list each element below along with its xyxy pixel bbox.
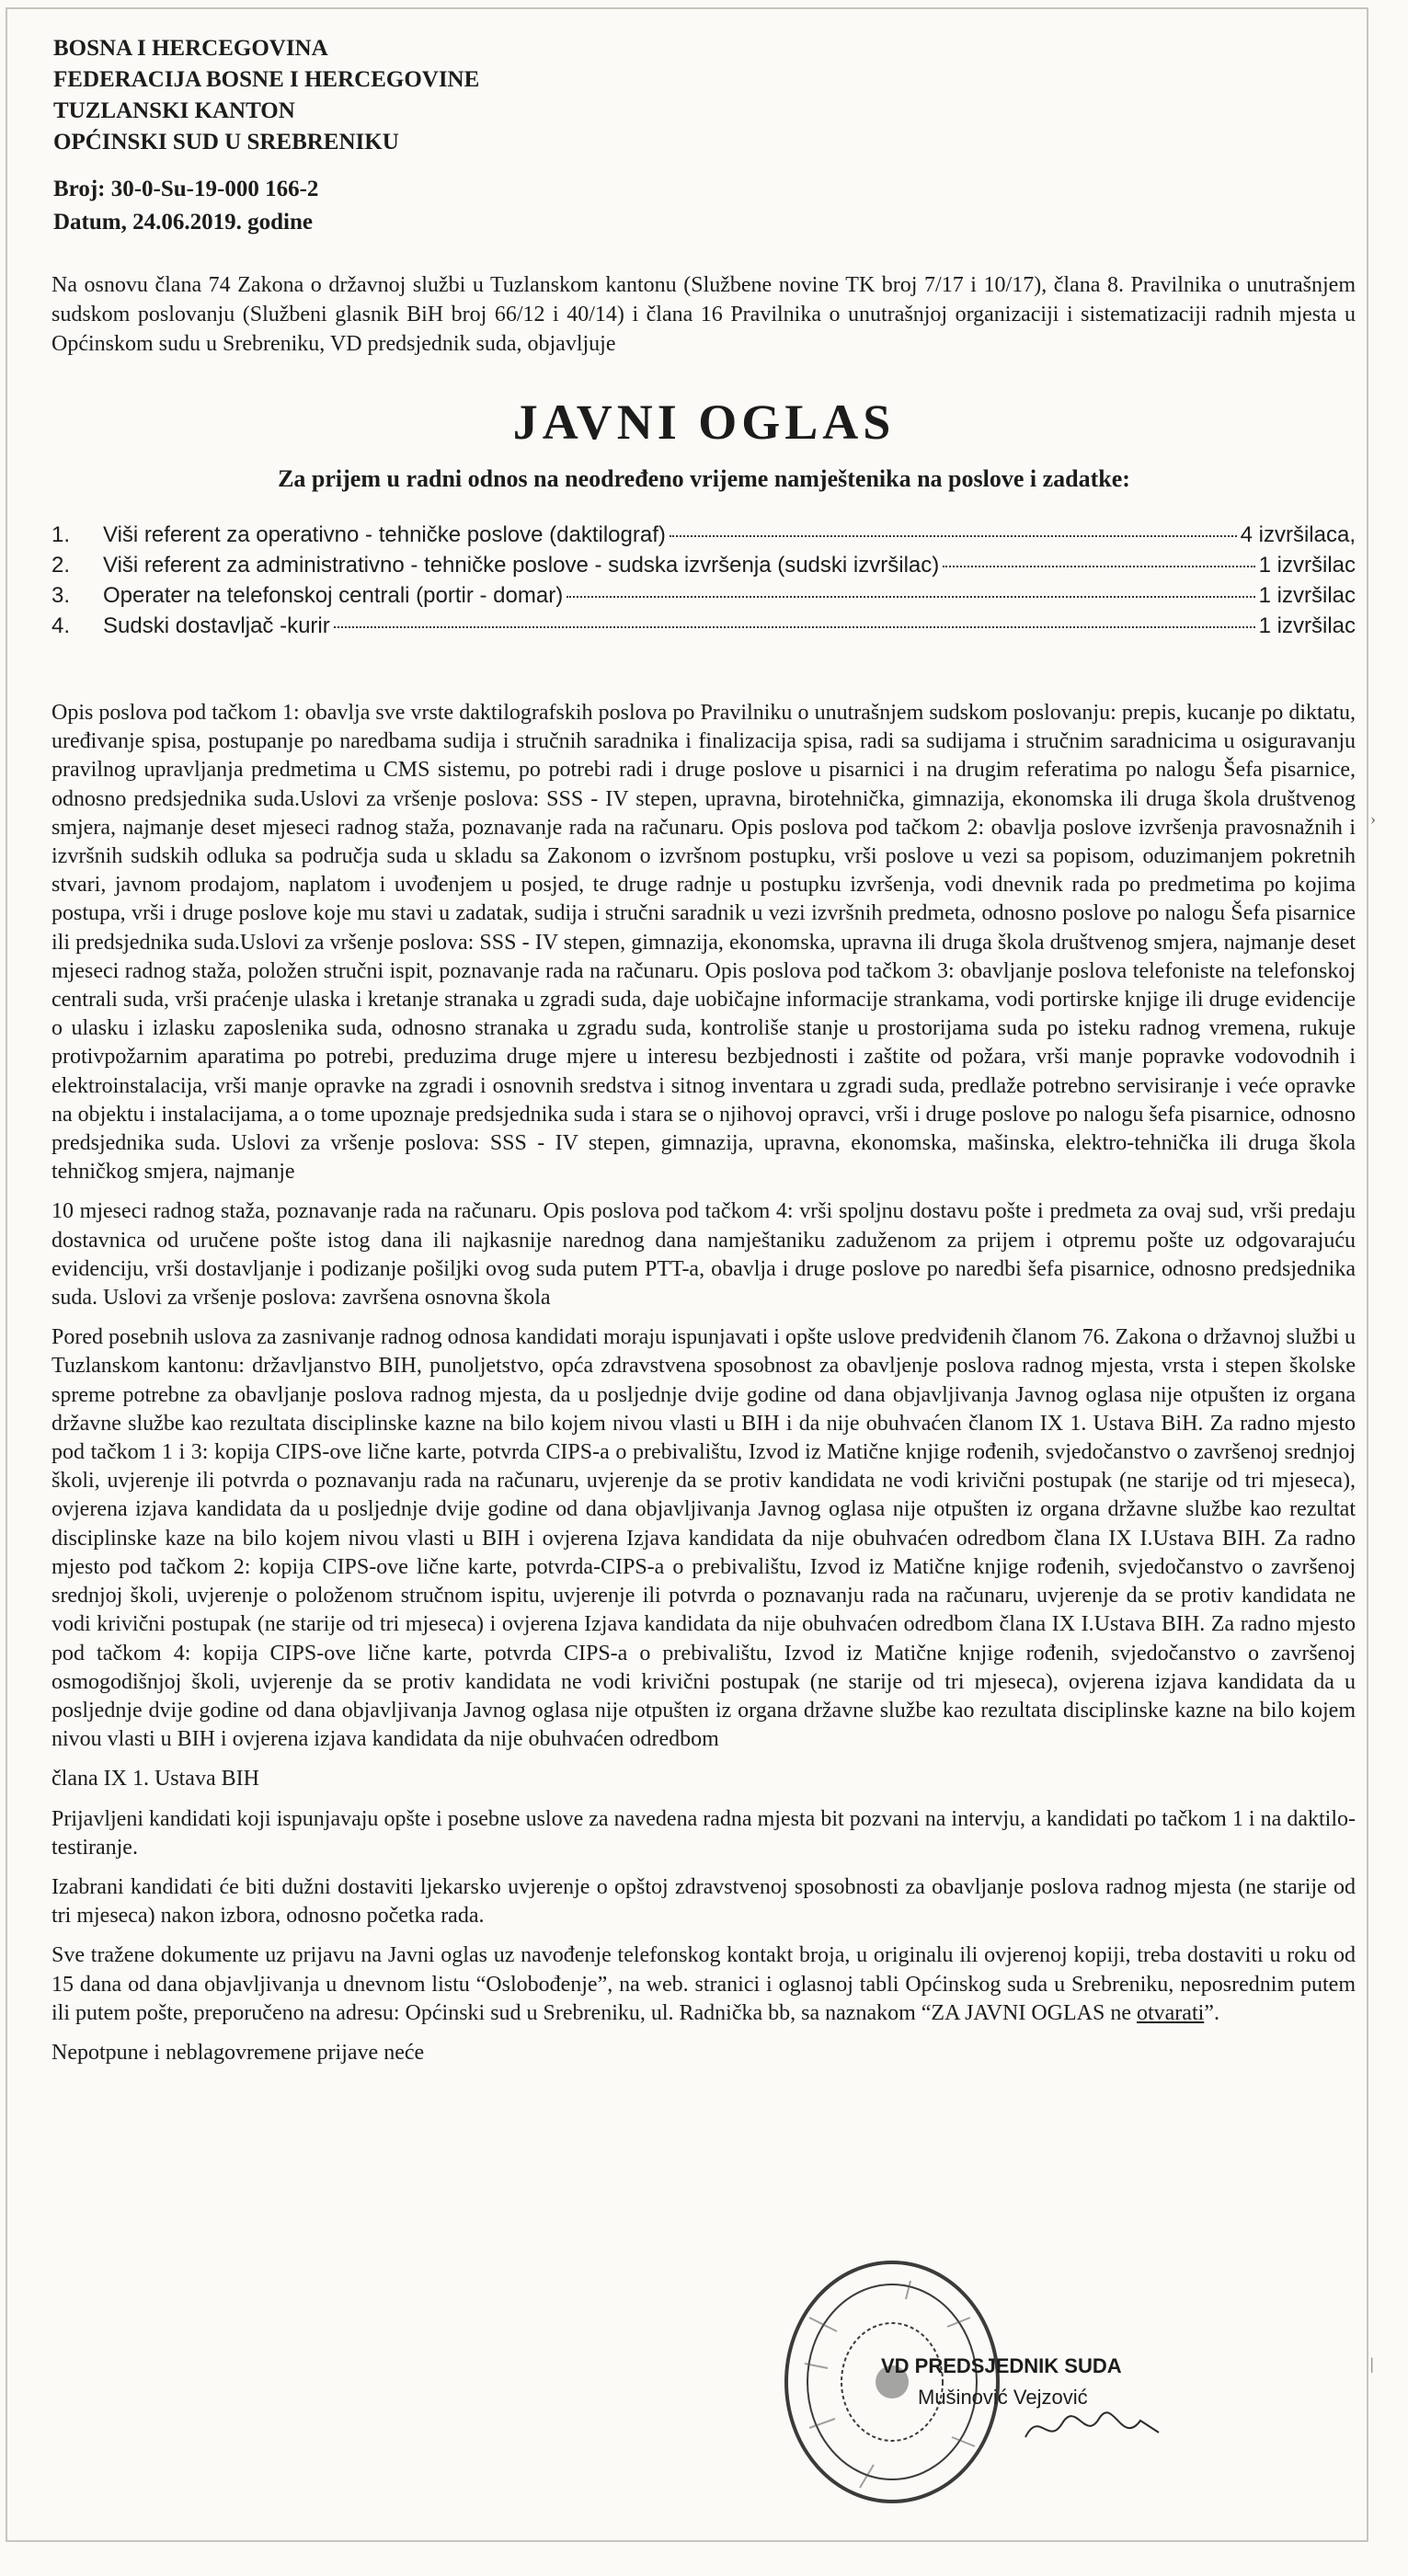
margin-arrow-icon: › xyxy=(1370,809,1376,828)
header-line-federation: FEDERACIJA BOSNE I HERCEGOVINE xyxy=(53,67,480,92)
header-line-canton: TUZLANSKI KANTON xyxy=(53,98,295,123)
position-name: Sudski dostavljač -kurir xyxy=(103,613,330,638)
medical-certificate-paragraph: Izabrani kandidati će biti dužni dostaviti ljekarsko uvjerenje o opštoj zdravstvenoj sposobnosti za obavljanje poslova radnog mjesta (ne starije od tri mjeseca) nakon izbora, odnosno početka rada. xyxy=(52,1874,1356,1929)
constitution-reference: člana IX 1. Ustava BIH xyxy=(52,1767,259,1792)
signatory-role: VD PREDSJEDNIK SUDA xyxy=(881,2354,1122,2377)
submission-paragraph xyxy=(52,1941,1356,2028)
position-number: 3. xyxy=(52,583,71,608)
court-header xyxy=(53,33,479,158)
submission-text-end: ”. xyxy=(1204,2000,1219,2025)
position-quantity: 1 izvršilac xyxy=(1258,583,1356,608)
position-item xyxy=(52,583,1356,613)
intro-paragraph: Na osnovu člana 74 Zakona o državnoj službi u Tuzlanskom kantonu (Službene novine TK broj 7/17 i 10/17), člana 8. Pravilnika o unutrašnjem sudskom poslovanju (Službeni glasnik BiH broj 66/12 i 40/14) i člana 16 Pravilnika o unutrašnjoj organizaciji i sistematizaciji radnih mjesta u Općinskom sudu u Srebreniku, VD predsjednik suda, objavljuje xyxy=(52,273,1356,356)
reference-date: Datum, 24.06.2019. godine xyxy=(53,210,313,235)
job-descriptions-paragraph: Opis poslova pod tačkom 1: obavlja sve vrste daktilografskih poslova po Pravilniku o unutrašnjem sudskom poslovanju: prepis, kucanje po diktatu, uređivanje spisa, postupanje po naredbama sudija i stručnih saradnika i finalizacija spisa, radi sa sudijama i stručnim saradnicima u osiguravanju pravilnog upravljanja predmetima u CMS sistemu, po potrebi radi i druge poslove u pisarnici i na drugim referatima po nalogu Šefa pisarnice, odnosno predsjednika suda.Uslovi za vršenje poslova: SSS - IV stepen, upravna, birotehnička, gimnazija, ekonomska ili druga škola društvenog smjera, najmanje deset mjeseci radnog staža, poznavanje rada na računaru. Opis poslova pod tačkom 2: obavlja poslove izvršenja pravosnažnih i izvršnih sudskih odluka sa područja suda u skladu sa Zakonom o izvršnom postupku, vrši poslove u vezi sa popisom, oduzimanjem pokretnih stvari, javnom prodajom, naplatom i uvođenjem u posjed, te druge radnje u postupku izvršenja, vodi dnevnik rada po predmetima po kojima postupa, vrši i druge poslove koje mu stavi u zadatak, sudija i stručni saradnik u vezi izvršnih predmeta, odnosno poslove po nalogu Šefa pisarnice ili predsjednika suda.Uslovi za vršenje poslova: SSS - IV stepen, gimnazija, ekonomska, upravna ili druga škola društvenog smjera, najmanje deset mjeseci radnog staža, položen stručni ispit, poznavanje rada na računaru. Opis poslova pod tačkom 3: obavljanje poslova telefoniste na telefonskoj centrali suda, vrši praćenje ulaska i kretanje stranaka u zgradi suda, daje uobičajne informacije strankama, vodi portirske knjige ili druge evidencije o ulasku i izlasku zaposlenika suda, odnosno stranaka u zgradu suda, kontroliše stanje u prostorijama suda po isteku radnog vremena, rukuje protivpožarnim aparatima po potrebi, preduzima druge mjere u interesu bezbjednosti i zaštite od požara, vrši manje popravke vodovodnih i elektroinstalacija, vrši manje opravke na zgradi i osnovnih sredstva i sitnog inventara u zgradi suda, predlaže potrebno servisiranje i veće opravke na objektu i instalacijama, a o tome upoznaje predsjednika suda i stara se o njihovoj opravci, vrši i druge poslove po nalogu šefa pisarnice, odnosno predsjednika suda. Uslovi za vršenje poslova: SSS - IV stepen, gimnazija, upravna, ekonomska, mašinska, elektro-tehnička ili druga škola tehničkog smjera, najmanje xyxy=(52,701,1356,1185)
position-name: Viši referent za operativno - tehničke poslove (daktilograf) xyxy=(103,522,666,547)
leader-dots xyxy=(567,596,1254,598)
document-body xyxy=(52,699,1356,2078)
position-item xyxy=(52,553,1356,583)
header-line-country: BOSNA I HERCEGOVINA xyxy=(53,36,328,61)
position-name: Operater na telefonskoj centrali (portir - domar) xyxy=(103,583,564,608)
incomplete-applications-paragraph: Nepotpune i neblagovremene prijave neće xyxy=(52,2040,425,2065)
position-quantity: 1 izvršilac xyxy=(1258,613,1356,638)
margin-bar-icon: | xyxy=(1370,2354,1374,2373)
header-line-court: OPĆINSKI SUD U SREBRENIKU xyxy=(53,130,399,155)
leader-dots xyxy=(943,566,1254,567)
position-quantity: 1 izvršilac xyxy=(1258,553,1356,578)
position-number: 4. xyxy=(52,613,71,638)
submission-text: Sve tražene dokumente uz prijavu na Javni oglas uz navođenje telefonskog kontakt broja, u originalu ili ovjerenoj kopiji, treba dostaviti u roku od 15 dana od dana objavljivanja u dnevnom listu “Oslobođenje”, na web. stranici i oglasnoj tabli Općinskog suda u Srebreniku, neposrednim putem ili putem pošte, preporučeno na adresu: Općinski sud u Srebreniku, ul. Radnička bb, sa naznakom “ZA JAVNI OGLAS ne xyxy=(52,1943,1356,2025)
leader-dots xyxy=(670,535,1237,537)
general-conditions-paragraph: Pored posebnih uslova za zasnivanje radnog odnosa kandidati moraju ispunjavati i opšte uslove predviđenih članom 76. Zakona o državnoj službi u Tuzlanskom kantonu: državljanstvo BIH, punoljetstvo, opća zdravstvena sposobnost za obavljenje poslova radnog mjesta, vrsta i stepen školske spreme potrebne za obavljanje poslova radnog mjesta, da u posljednje dvije godine od dana objavljivanja Javnog oglasa nije otpušten iz organa državne službe kao rezultata disciplinske kazne na bilo kojem nivou vlasti u BIH i da nije obuhvaćen članom IX 1. Ustava BiH. Za radno mjesto pod tačkom 1 i 3: kopija CIPS-ove lične karte, potvrda CIPS-a o prebivalištu, Izvod iz Matične knjige rođenih, svjedočanstvo o završenoj srednjoj školi, uvjerenje ili potvrda o poznavanju rada na računaru, uvjerenje da se protiv kandidata ne vodi krivični postupak (ne starije od tri mjeseca), ovjerena izjava kandidata da u posljednje dvije godine od dana objavljivanja Javnog oglasa nije otpušten iz organa državne službe kao rezultat disciplinske kaze na bilo kojem nivou vlasti u BIH i ovjerena Izjava kandidata da nije obuhvaćen odredbom člana IX I.Ustava BIH. Za radno mjesto pod tačkom 2: kopija CIPS-ove lične karte, potvrda-CIPS-a o prebivalištu, Izvod iz Matične knjige rođenih, svjedočanstvo o završenoj srednjoj školi, uvjerenje o položenom stručnom ispitu, uvjerenje ili potvrda o poznavanju rada na računaru, uvjerenje da se protiv kandidata ne vodi krivični postupak (ne starije od tri mjeseca) i ovjerena Izjava kandidata da nije obuhvaćen odredbom člana IX I.Ustava BIH. Za radno mjesto pod tačkom 4: kopija CIPS-ove lične karte, potvrda CIPS-a o prebivalištu, Izvod iz Matične knjige rođenih, svjedočanstvo o završenoj osmogodišnjoj školi, uvjerenje da se protiv kandidata ne vodi krivični postupak (ne starije od tri mjeseca), ovjerena izjava kandidata da u posljednje dvije godine od dana objavljivanja Javnog oglasa nije otpušten iz organa državne službe kao rezultata disciplinske kazne na bilo kojem nivou vlasti u BIH i ovjerena izjava kandidata da nije obuhvaćen odredbom xyxy=(52,1325,1356,1752)
positions-list xyxy=(52,522,1356,644)
signatory-name: Mušinović Vejzović xyxy=(918,2386,1088,2409)
job-description-continued: 10 mjeseci radnog staža, poznavanje rada na računaru. Opis poslova pod tačkom 4: vrši spoljnu dostavu pošte i predmeta za ovaj sud, vrši predaju dostavnica od uručene pošte istog dana ili najkasnije narednog dana namještaniku zaduženom za prijem i otpremu pošte uz odgovarajuću evidenciju, vrši dostavljanje i podizanje pošiljki ovog suda putem PTT-a, obavlja i druge poslove po naredbi šefa pisarnice, odnosno predsjednika suda. Uslovi za vršenje poslova: završena osnovna škola xyxy=(52,1199,1356,1311)
position-item xyxy=(52,522,1356,553)
leader-dots xyxy=(334,626,1255,628)
do-not-open-text: otvarati xyxy=(1136,2000,1205,2025)
reference-block xyxy=(53,173,318,239)
interview-paragraph: Prijavljeni kandidati koji ispunjavaju opšte i posebne uslove za navedena radna mjesta bit pozvani na intervju, a kandidati po tačkom 1 i na daktilo-testiranje. xyxy=(52,1806,1356,1860)
position-item xyxy=(52,613,1356,644)
position-name: Viši referent za administrativno - tehničke poslove - sudska izvršenja (sudski izvršilac) xyxy=(103,553,940,578)
reference-number: Broj: 30-0-Su-19-000 166-2 xyxy=(53,177,319,201)
position-number: 2. xyxy=(52,553,71,578)
position-number: 1. xyxy=(52,522,71,547)
handwritten-signature xyxy=(1021,2400,1168,2456)
document-subtitle: Za prijem u radni odnos na neodređeno vrijeme namještenika na poslove i zadatke: xyxy=(278,465,1130,492)
position-quantity: 4 izvršilaca, xyxy=(1240,522,1356,547)
document-title: JAVNI OGLAS xyxy=(512,395,896,450)
